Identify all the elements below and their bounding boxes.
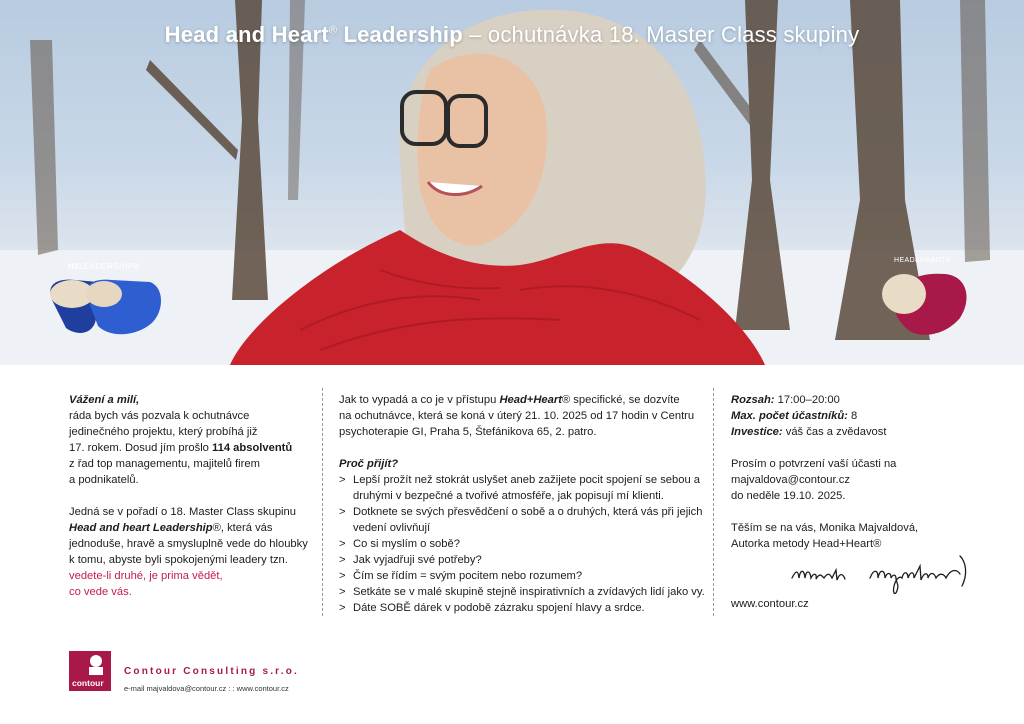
max-participants-row: Max. počet účastníků: 8 xyxy=(731,410,858,422)
closing-line: Autorka metody Head+Heart® xyxy=(731,538,882,550)
column-divider xyxy=(322,388,323,616)
confirm-line: Prosím o potvrzení vaší účasti na xyxy=(731,458,897,470)
why-heading: Proč přijít? xyxy=(339,458,399,470)
list-item: > Dotknete se svých přesvědčení o sobě a o druhých, která vás při jejich vedení ovlivňují xyxy=(339,504,709,536)
list-item: > Lepší prožít než stokrát uslyšet aneb zažijete pocit spojení se sebou a druhými v bezpečné a tvořivé atmosféře, jak popisují mí klienti. xyxy=(339,472,709,504)
company-name: Contour Consulting s.r.o. xyxy=(124,666,299,677)
title-bold: Head and Heart xyxy=(164,22,329,47)
hero-title xyxy=(0,22,1024,48)
range-row: Rozsah: 17:00–20:00 xyxy=(731,394,840,406)
website-link[interactable]: www.contour.cz xyxy=(731,598,809,610)
reasons-list xyxy=(339,472,709,616)
list-item: > Dáte SOBĚ dárek v podobě zázraku spojení hlavy a srdce. xyxy=(339,600,709,616)
footer-contact: e-mail majvaldova@contour.cz : : www.contour.cz xyxy=(124,684,289,693)
intro-line: a podnikatelů. xyxy=(69,474,139,486)
h2leadership-label: H2LEADERSHIP® xyxy=(68,262,141,271)
details-intro: na ochutnávce, která se koná v úterý 21. 10. 2025 od 17 hodin v Centru xyxy=(339,410,695,422)
list-item: > Co si myslím o sobě? xyxy=(339,536,709,552)
signature-image xyxy=(790,548,980,603)
info-column xyxy=(731,392,991,552)
logo-text: contour xyxy=(72,678,104,688)
intro-line: z řad top managementu, majitelů firem xyxy=(69,458,260,470)
title-bold-2: Leadership xyxy=(337,22,463,47)
intro-line: k tomu, abyste byli spokojenými leadery tzn. xyxy=(69,554,288,566)
h2leadership-logo xyxy=(50,280,161,335)
details-column xyxy=(339,392,709,616)
details-intro: psychoterapie GI, Praha 5, Štefánikova 65, 2. patro. xyxy=(339,426,597,438)
list-item: > Setkáte se v malé skupině stejně inspirativních a zvídavých lidí jako vy. xyxy=(339,584,709,600)
intro-line: Jedná se v pořadí o 18. Master Class skupinu xyxy=(69,506,296,518)
head-heart-label: HEAD&HEART® xyxy=(894,257,952,264)
intro-line: 17. rokem. Dosud jím prošlo 114 absolventů xyxy=(69,442,293,454)
greeting: Vážení a milí, xyxy=(69,394,140,406)
details-intro: Jak to vypadá a co je v přístupu Head+Heart® specifické, se dozvíte xyxy=(339,394,680,406)
highlight-line: co vede vás. xyxy=(69,586,132,598)
title-registered: ® xyxy=(328,24,338,37)
intro-line: jednoduše, hravě a smysluplně vede do hloubky xyxy=(69,538,308,550)
closing-line: Těším se na vás, Monika Majvaldová, xyxy=(731,522,919,534)
list-item: > Čím se řídím = svým pocitem nebo rozumem? xyxy=(339,568,709,584)
email-link[interactable]: majvaldova@contour.cz xyxy=(731,474,850,486)
investment-row: Investice: váš čas a zvědavost xyxy=(731,426,887,438)
column-divider xyxy=(713,388,714,616)
intro-line: ráda bych vás pozvala k ochutnávce xyxy=(69,410,250,422)
highlight-line: vedete-li druhé, je prima vědět, xyxy=(69,570,223,582)
confirm-line: do neděle 19.10. 2025. xyxy=(731,490,846,502)
contour-logo xyxy=(69,651,111,691)
title-rest: – ochutnávka 18. Master Class skupiny xyxy=(462,22,860,47)
intro-line: jedinečného projektu, který probíhá již xyxy=(69,426,258,438)
list-item: > Jak vyjadřuji své potřeby? xyxy=(339,552,709,568)
intro-line: Head and heart Leadership®, která vás xyxy=(69,522,273,534)
intro-column xyxy=(69,392,314,600)
